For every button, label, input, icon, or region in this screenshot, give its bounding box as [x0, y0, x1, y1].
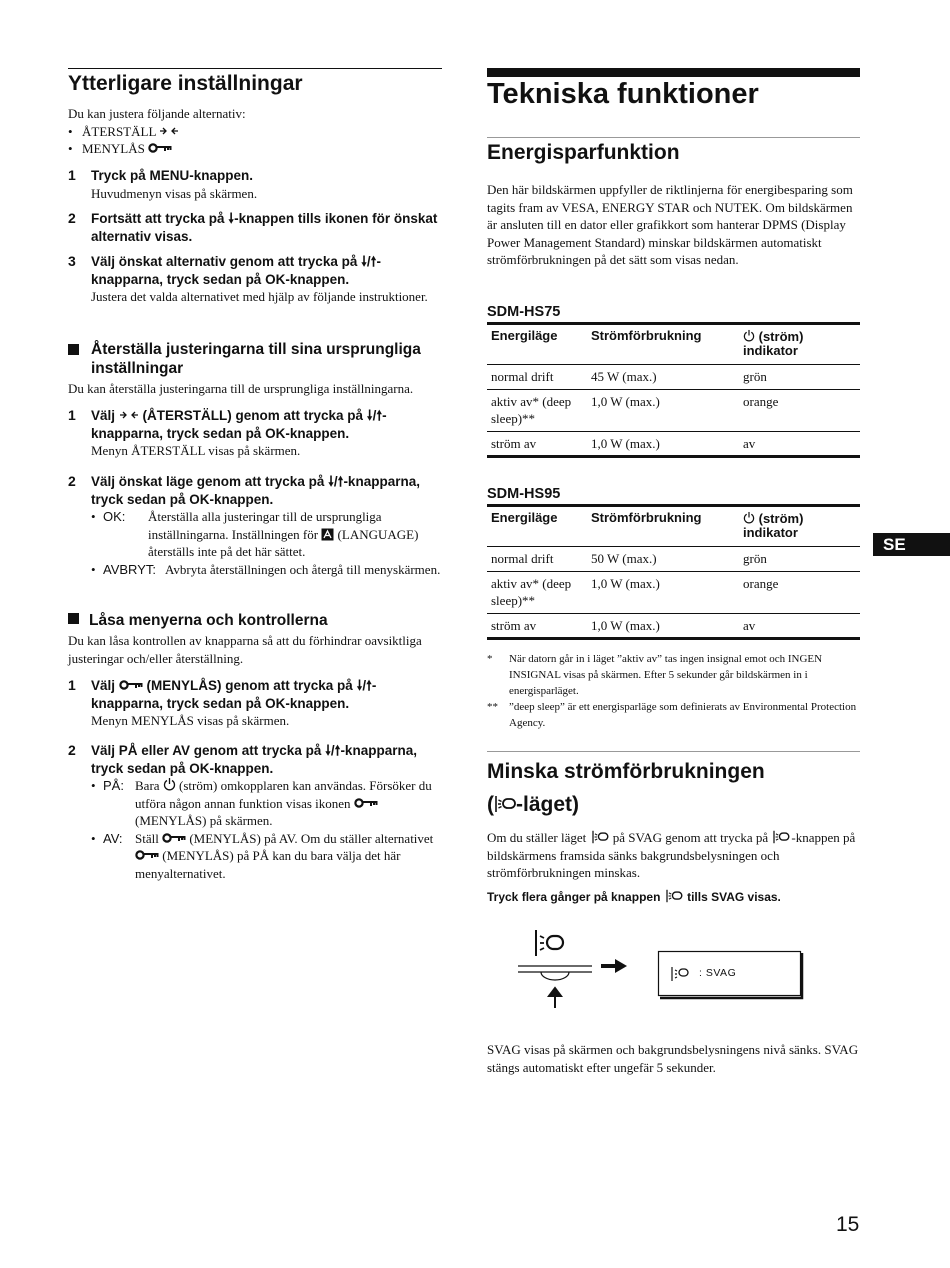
table-row: aktiv av* (deep sleep)** 1,0 W (max.) orange [487, 389, 860, 431]
lock-step-1-result: Menyn MENYLÅS visas på skärmen. [91, 713, 290, 728]
down-up-arrows-icon: 🠗/🠕 [366, 408, 383, 423]
table-header: Energiläge [491, 328, 558, 343]
power-icon [743, 511, 755, 524]
lock-options [91, 777, 443, 882]
step-number: 1 [68, 167, 76, 183]
step-3-instruction: Välj önskat alternativ genom att trycka på 🠗/🠕-knapparna, tryck sedan på OK-knappen. [91, 254, 381, 287]
step-number: 1 [68, 407, 76, 423]
divider [487, 137, 860, 138]
table-row: ström av 1,0 W (max.) av [487, 431, 860, 457]
options-intro: Du kan justera följande alternativ: [68, 106, 246, 121]
down-up-arrows-icon: 🠗/🠕 [356, 678, 372, 693]
title-bar [487, 68, 860, 77]
down-up-arrows-icon: 🠗/🠕 [361, 254, 377, 269]
key-icon [148, 142, 172, 154]
reset-step-2 [91, 473, 443, 578]
step-number: 1 [68, 677, 76, 693]
table-header: Energiläge [491, 510, 558, 525]
key-icon [119, 679, 143, 691]
table-model: SDM-HS75 [487, 304, 561, 320]
square-bullet-icon [68, 344, 79, 355]
step-3-result: Justera det valda alternativet med hjälp av följande instruktioner. [91, 289, 428, 304]
reset-heading: Återställa justeringarna till sina ursprungliga inställningar [68, 340, 442, 378]
reset-intro: Du kan återställa justeringarna till de ursprungliga inställningarna. [68, 381, 414, 396]
section-title: Ytterligare inställningar [68, 72, 303, 95]
footnote: * När datorn går in i läget ”aktiv av” tas ingen insignal emot och INGEN INSIGNAL visas på skärmen. Efter 5 sekunder går bildskärmen in i energisparläget. [487, 653, 823, 697]
step-number: 2 [68, 742, 76, 758]
footnotes [487, 651, 860, 731]
reset-step-2-instruction: Välj önskat läge genom att trycka på 🠗/🠕-knapparna, tryck sedan på OK-knappen. [91, 474, 420, 507]
lock-intro: Du kan låsa kontrollen av knapparna så att du förhindrar oavsiktliga justeringar och/eller återställning. [68, 633, 422, 666]
page-title: Tekniska funktioner [487, 78, 759, 110]
key-icon [354, 797, 378, 809]
footnote: ** ”deep sleep” är ett energisparläge som definierats av Environmental Protection Agency. [487, 701, 857, 729]
table-row: ström av 1,0 W (max.) av [487, 613, 860, 639]
reset-step-1 [91, 407, 443, 460]
reset-step-1-result: Menyn ÅTERSTÄLL visas på skärmen. [91, 443, 301, 458]
option-item: • MENYLÅS [68, 140, 442, 158]
table-header: (ström) indikator [743, 329, 804, 358]
lock-step-2 [91, 742, 443, 882]
table-model: SDM-HS95 [487, 486, 561, 502]
reset-icon [159, 126, 179, 136]
down-up-arrows-icon: 🠗/🠕 [325, 743, 341, 758]
table-row: aktiv av* (deep sleep)** 1,0 W (max.) orange [487, 571, 860, 613]
step-number: 3 [68, 253, 76, 269]
energy-text: Den här bildskärmen uppfyller de riktlinjerna för energibesparing som tagits fram av VESA, ENERGY STAR och NUTEK. Om bildskärmen är ansluten till en dator eller grafikkort som hanterar DPMS (Display Power Management Standard) minskar bildskärmen automatiskt strömförbrukningen på det sätt som visas nedan. [487, 182, 853, 267]
options-block [68, 105, 442, 158]
power-icon [163, 777, 176, 791]
table-header: (ström) indikator [743, 511, 804, 540]
backlight-icon [590, 830, 610, 844]
language-icon [321, 528, 334, 541]
instruction: Tryck flera gånger på knappen tills SVAG visas. [487, 890, 781, 904]
table-row: normal drift 45 W (max.) grön [487, 365, 860, 390]
table-row: normal drift 50 W (max.) grön [487, 547, 860, 572]
step-number: 2 [68, 473, 76, 489]
table-header: Strömförbrukning [591, 328, 702, 343]
table-header: Strömförbrukning [591, 510, 702, 525]
power-icon [743, 329, 755, 342]
lock-heading: Låsa menyerna och kontrollerna [68, 611, 442, 630]
right-arrow-icon [615, 959, 627, 973]
step-3 [91, 253, 443, 306]
backlight-button-icon [536, 930, 563, 956]
lock-step-1-instruction: Välj (MENYLÅS) genom att trycka på 🠗/🠕-knapparna, tryck sedan på OK-knappen. [91, 678, 377, 711]
step-2-instruction: Fortsätt att trycka på 🠗-knappen tills ikonen för önskat alternativ visas. [91, 211, 438, 244]
step-2 [91, 210, 443, 245]
down-up-arrows-icon: 🠗/🠕 [328, 474, 344, 489]
key-icon [162, 832, 186, 844]
reset-option-cancel: AVBRYT: • Avbryta återställningen och återgå till menyskärmen. [91, 561, 441, 577]
divider [487, 751, 860, 752]
step-1-result: Huvudmenyn visas på skärmen. [91, 185, 258, 201]
lock-step-2-instruction: Välj PÅ eller AV genom att trycka på 🠗/🠕-knapparna, tryck sedan på OK-knappen. [91, 743, 417, 776]
step-1-instruction: Tryck på MENU-knappen. [91, 168, 254, 183]
reset-icon [119, 410, 139, 420]
backlight-icon [494, 795, 516, 813]
backlight-icon [771, 830, 791, 844]
down-arrow-icon: 🠗 [228, 211, 235, 226]
square-bullet-icon [68, 613, 79, 624]
osd-text: : SVAG [699, 967, 737, 979]
option-item: • ÅTERSTÄLL [68, 123, 442, 141]
power-table [487, 504, 860, 640]
key-icon [135, 849, 159, 861]
reset-step-1-instruction: Välj (ÅTERSTÄLL) genom att trycka på 🠗/🠕-knapparna, tryck sedan på OK-knappen. [91, 408, 387, 441]
step-1 [91, 167, 443, 202]
page-number: 15 [836, 1213, 860, 1236]
button-illustration [515, 926, 825, 1012]
backlight-icon [664, 889, 684, 903]
energy-heading: Energisparfunktion [487, 141, 680, 164]
reduce-text: Om du ställer läget på SVAG genom att trycka på -knappen på bildskärmens framsida sänks bakgrundsbelysningen och strömförbrukningen minskas. [487, 830, 856, 880]
reset-option-ok: OK: • Återställa alla justeringar till de ursprungliga inställningarna. Inställningen för (LANGUAGE) återställs inte på det här sättet. [91, 509, 419, 559]
monitor-bezel [518, 966, 592, 972]
closing-text: SVAG visas på skärmen och bakgrundsbelysningens nivå sänks. SVAG stängs automatiskt efter ungefär 5 sekunder. [487, 1042, 859, 1075]
top-rule [68, 68, 442, 69]
reset-options [91, 508, 443, 578]
language-tab: SE [873, 533, 950, 556]
reduce-heading: Minska strömförbrukningen ( -läget) [487, 760, 765, 816]
lock-option-on: PÅ: • Bara (ström) omkopplaren kan användas. Försöker du utföra någon annan funktion visas ikonen (MENYLÅS) på skärmen. [91, 778, 432, 828]
button-shape [541, 972, 569, 980]
power-table [487, 322, 860, 458]
lock-option-off: AV: • Ställ (MENYLÅS) på AV. Om du ställer alternativet (MENYLÅS) på PÅ kan du bara välja det här menyalternativet. [91, 830, 434, 881]
lock-step-1 [91, 677, 443, 730]
up-arrow-icon [549, 988, 561, 1008]
step-number: 2 [68, 210, 76, 226]
